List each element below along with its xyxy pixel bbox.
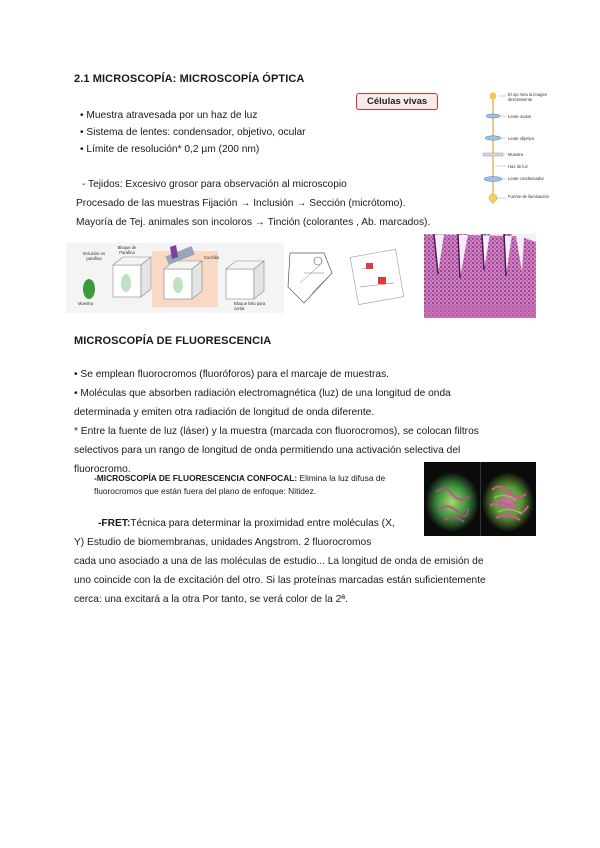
histology-image	[424, 234, 536, 318]
fret-paragraph-head	[98, 514, 395, 533]
label-sample: Muestra	[78, 301, 94, 306]
fluor-line-2: • Moléculas que absorben radiación electromagnética (luz) de una longitud de onda	[74, 388, 451, 399]
label-paraffin-block: Bloque de Parafina	[117, 245, 137, 255]
widefield-cell	[425, 472, 479, 532]
fluor-line-1: • Se emplean fluorocromos (fluoróforos) para el marcaje de muestras.	[74, 369, 389, 380]
microscope-label-sample: Muestra	[508, 152, 524, 157]
microscope-label-objective: Lente objetivo	[508, 136, 535, 141]
fluor-line-5: selectivos para un rango de longitud de onda permitiendo una activación selectiva del	[74, 445, 461, 456]
procesado-line: Procesado de las muestras Fijación → Inclusión → Sección (micrótomo).	[76, 198, 406, 209]
fret-label: -FRET:	[98, 518, 131, 529]
confocal-label: -MICROSCOPÍA DE FLUORESCENCIA CONFOCAL:	[94, 473, 298, 483]
label-ready-block: Bloque listo para cortar	[234, 301, 266, 311]
list-item: • Límite de resolución* 0,2 µm (200 nm)	[80, 144, 260, 155]
light-microscope-diagram	[470, 86, 550, 210]
fret-line-3: cada uno asociado a una de las moléculas de estudio... La longitud de onda de emisión de	[74, 556, 484, 567]
list-item: • Sistema de lentes: condensador, objetivo, ocular	[80, 127, 306, 138]
live-cells-badge: Células vivas	[356, 93, 438, 110]
section-title-fluorescence: MICROSCOPÍA DE FLUORESCENCIA	[74, 335, 272, 347]
fluor-line-3: determinada y emiten otra radiación de longitud de onda diferente.	[74, 407, 375, 418]
confocal-note	[94, 472, 385, 498]
confocal-svg	[424, 462, 536, 536]
ocular-lens-icon	[486, 114, 500, 118]
condenser-lens-icon	[484, 177, 502, 182]
section-title-optical: 2.1 MICROSCOPÍA: MICROSCOPÍA ÓPTICA	[74, 73, 305, 85]
microtome-svg	[284, 243, 408, 313]
label-knife: Cuchilla	[204, 255, 219, 260]
microscope-svg	[470, 86, 550, 210]
paraffin-block-3	[226, 269, 254, 299]
optical-paragraph	[76, 175, 430, 232]
tejidos-line: - Tejidos: Excesivo grosor para observación al microscopio	[82, 179, 347, 190]
microscope-label-eye: El ojo mira la imagen directamente	[508, 92, 548, 102]
eye-icon	[490, 93, 497, 100]
confocal-text: Elimina la luz difusa de	[297, 473, 386, 483]
fret-line-1: -FRET:Técnica para determinar la proximidad entre moléculas (X,	[98, 518, 395, 529]
fluorescence-paragraph	[74, 365, 479, 479]
confocal-text-2: fluorocromos que están fuera del plano de enfoque: Nitidez.	[94, 486, 317, 496]
microscope-label-beam: Haz de luz	[508, 164, 528, 169]
mayoria-line: Mayoría de Tej. animales son incoloros → Tinción (colorantes , Ab. marcados).	[76, 217, 431, 228]
microscope-label-source: Fuente de iluminación	[508, 194, 549, 199]
fret-paragraph	[74, 533, 486, 609]
paraffin-process-figure	[66, 243, 284, 313]
fret-line-4: uno coincide con la de excitación del otro. Si las proteínas marcadas están suficientemente	[74, 575, 486, 586]
fluor-line-6: fluorocromo.	[74, 464, 131, 475]
sample-tissue-icon	[83, 279, 95, 299]
objective-lens-icon	[485, 136, 501, 140]
fluor-line-4: * Entre la fuente de luz (láser) y la muestra (marcada con fluorocromos), se colocan filtros	[74, 426, 479, 437]
confocal-images	[424, 462, 536, 536]
histology-svg	[424, 234, 536, 318]
optical-bullet-list	[80, 107, 306, 158]
fret-line-5: cerca: una excitará a la otra Por tanto, se verá color de la 2ª.	[74, 594, 348, 605]
label-inclusion: Inclusión en parafina	[82, 251, 106, 261]
light-bulb-icon	[489, 194, 497, 202]
confocal-cell	[482, 472, 534, 532]
fret-line-2: Y) Estudio de biomembranas, unidades Angstrom. 2 fluorocromos	[74, 537, 372, 548]
microtome-sketch	[284, 243, 408, 313]
microscope-label-condenser: Lente condensador	[508, 176, 544, 181]
sample-slide-icon	[483, 153, 503, 156]
list-item: • Muestra atravesada por un haz de luz	[80, 110, 258, 121]
microscope-label-ocular: Lente ocular	[508, 114, 532, 119]
